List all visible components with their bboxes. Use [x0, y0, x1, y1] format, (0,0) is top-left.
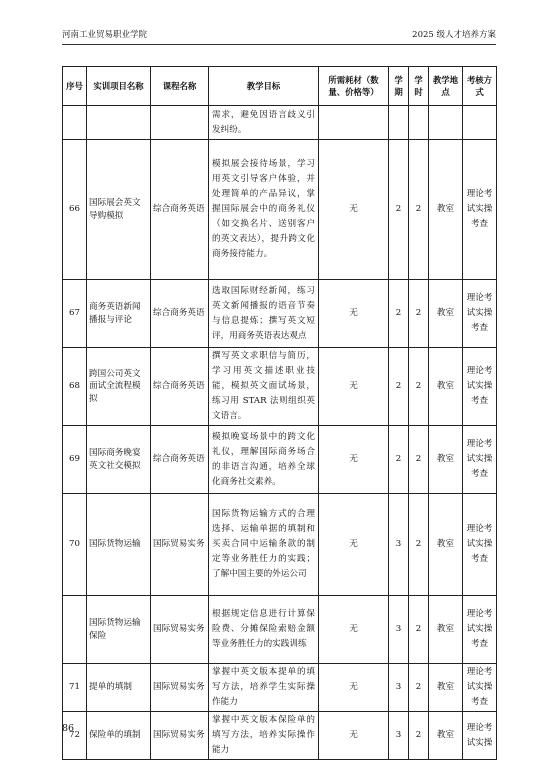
cell-project: 提单的填制 — [87, 664, 151, 712]
cell-assess: 理论考试实操考查 — [463, 140, 497, 280]
cell-goal: 国际货物运输方式的合理选择、运输单据的填制和买卖合同中运输条款的制定等业务胜任力的实践；了解中国主要的外运公司 — [209, 494, 319, 596]
cell-hours: 2 — [409, 596, 429, 664]
cell-place: 教室 — [429, 664, 463, 712]
cell-materials: 无 — [319, 494, 389, 596]
col-header: 课程名称 — [151, 67, 209, 106]
cell-place: 教室 — [429, 712, 463, 760]
school-name: 河南工业贸易职业学院 — [62, 30, 148, 40]
col-header: 教学目标 — [209, 67, 319, 106]
cell-term: 2 — [389, 280, 409, 348]
cell-assess: 理论考试实操考查 — [463, 664, 497, 712]
cell-term: 3 — [389, 596, 409, 664]
cell-assess: 理论考试实操考查 — [463, 596, 497, 664]
cell-course: 国际贸易实务 — [151, 712, 209, 760]
cell-project — [87, 106, 151, 140]
col-header: 学时 — [409, 67, 429, 106]
header-rule — [62, 44, 496, 45]
col-header: 考核方式 — [463, 67, 497, 106]
cell-no: 72 — [63, 712, 87, 760]
cell-no: 67 — [63, 280, 87, 348]
cell-no: 70 — [63, 494, 87, 596]
cell-assess: 理论考试实操考查 — [463, 280, 497, 348]
cell-goal: 掌握中英文版本提单的填写方法，培养学生实际操作能力 — [209, 664, 319, 712]
cell-hours: 2 — [409, 664, 429, 712]
cell-term: 2 — [389, 348, 409, 426]
col-header: 序号 — [63, 67, 87, 106]
cell-assess: 理论考试实操 — [463, 712, 497, 760]
cell-term: 3 — [389, 712, 409, 760]
cell-no: 69 — [63, 426, 87, 494]
cell-course: 综合商务英语 — [151, 280, 209, 348]
doc-title: 2025 级人才培养方案 — [412, 30, 496, 40]
cell-term: 2 — [389, 426, 409, 494]
cell-project: 国际商务晚宴英文社交模拟 — [87, 426, 151, 494]
cell-place: 教室 — [429, 140, 463, 280]
cell-hours: 2 — [409, 494, 429, 596]
cell-no: 66 — [63, 140, 87, 280]
cell-goal: 模拟晚宴场景中的跨文化礼仪，理解国际商务场合的非语言沟通，培养全球化商务社交素养。 — [209, 426, 319, 494]
table-header-row — [63, 67, 497, 106]
cell-no — [63, 106, 87, 140]
col-header: 实训项目名称 — [87, 67, 151, 106]
cell-materials — [319, 106, 389, 140]
cell-goal: 选取国际财经新闻，练习英文新闻播报的语音节奏与信息提炼；撰写英文短评，用商务英语表达观点 — [209, 280, 319, 348]
cell-no: 68 — [63, 348, 87, 426]
cell-assess: 理论考试实操考查 — [463, 348, 497, 426]
cell-place: 教室 — [429, 280, 463, 348]
cell-goal: 掌握中英文版本保险单的填写方法，培养实际操作能力 — [209, 712, 319, 760]
table-row — [63, 106, 497, 140]
cell-materials: 无 — [319, 140, 389, 280]
cell-project: 跨国公司英文面试全流程模拟 — [87, 348, 151, 426]
cell-materials: 无 — [319, 280, 389, 348]
cell-no — [63, 596, 87, 664]
cell-hours: 2 — [409, 712, 429, 760]
page-number: 86 — [62, 723, 75, 734]
cell-hours: 2 — [409, 280, 429, 348]
cell-project: 国际展会英文导购模拟 — [87, 140, 151, 280]
cell-materials: 无 — [319, 426, 389, 494]
cell-hours — [409, 106, 429, 140]
table-row — [63, 348, 497, 426]
cell-term: 2 — [389, 140, 409, 280]
training-table — [62, 66, 497, 760]
cell-place: 教室 — [429, 596, 463, 664]
cell-term — [389, 106, 409, 140]
col-header: 所需耗材（数量、价格等） — [319, 67, 389, 106]
table-row — [63, 140, 497, 280]
cell-goal: 需求，避免因语言歧义引发纠纷。 — [209, 106, 319, 140]
table-row — [63, 280, 497, 348]
cell-course — [151, 106, 209, 140]
col-header: 学期 — [389, 67, 409, 106]
cell-course: 国际贸易实务 — [151, 596, 209, 664]
table-row — [63, 664, 497, 712]
cell-course: 综合商务英语 — [151, 348, 209, 426]
cell-hours: 2 — [409, 348, 429, 426]
cell-course: 综合商务英语 — [151, 140, 209, 280]
page-header — [62, 28, 496, 42]
cell-assess — [463, 106, 497, 140]
cell-materials: 无 — [319, 596, 389, 664]
cell-place: 教室 — [429, 426, 463, 494]
cell-goal: 根据规定信息进行计算保险费、分摊保险索赔金额等业务胜任力的实践训练 — [209, 596, 319, 664]
cell-project: 国际货物运输保险 — [87, 596, 151, 664]
cell-place: 教室 — [429, 494, 463, 596]
cell-hours: 2 — [409, 140, 429, 280]
cell-assess: 理论考试实操考查 — [463, 426, 497, 494]
cell-place: 教室 — [429, 348, 463, 426]
table-row — [63, 426, 497, 494]
cell-term: 3 — [389, 494, 409, 596]
cell-materials: 无 — [319, 664, 389, 712]
table-row — [63, 712, 497, 760]
cell-materials: 无 — [319, 712, 389, 760]
cell-course: 综合商务英语 — [151, 426, 209, 494]
cell-course: 国际贸易实务 — [151, 494, 209, 596]
table-row — [63, 494, 497, 596]
table-row — [63, 596, 497, 664]
col-header: 教学地点 — [429, 67, 463, 106]
cell-place — [429, 106, 463, 140]
cell-term: 3 — [389, 664, 409, 712]
cell-goal: 撰写英文求职信与简历，学习用英文描述职业技能，模拟英文面试场景，练习用 STAR 法则组织英文语言。 — [209, 348, 319, 426]
cell-materials: 无 — [319, 348, 389, 426]
cell-project: 国际货物运输 — [87, 494, 151, 596]
cell-project: 保险单的填制 — [87, 712, 151, 760]
cell-project: 商务英语新闻播报与评论 — [87, 280, 151, 348]
cell-assess: 理论考试实操考查 — [463, 494, 497, 596]
cell-course: 国际贸易实务 — [151, 664, 209, 712]
cell-no: 71 — [63, 664, 87, 712]
cell-goal: 模拟展会接待场景，学习用英文引导客户体验，并处理简单的产品异议，掌握国际展会中的商务礼仪（如交换名片、送别客户的英文表达），提升跨文化商务接待能力。 — [209, 140, 319, 280]
cell-hours: 2 — [409, 426, 429, 494]
